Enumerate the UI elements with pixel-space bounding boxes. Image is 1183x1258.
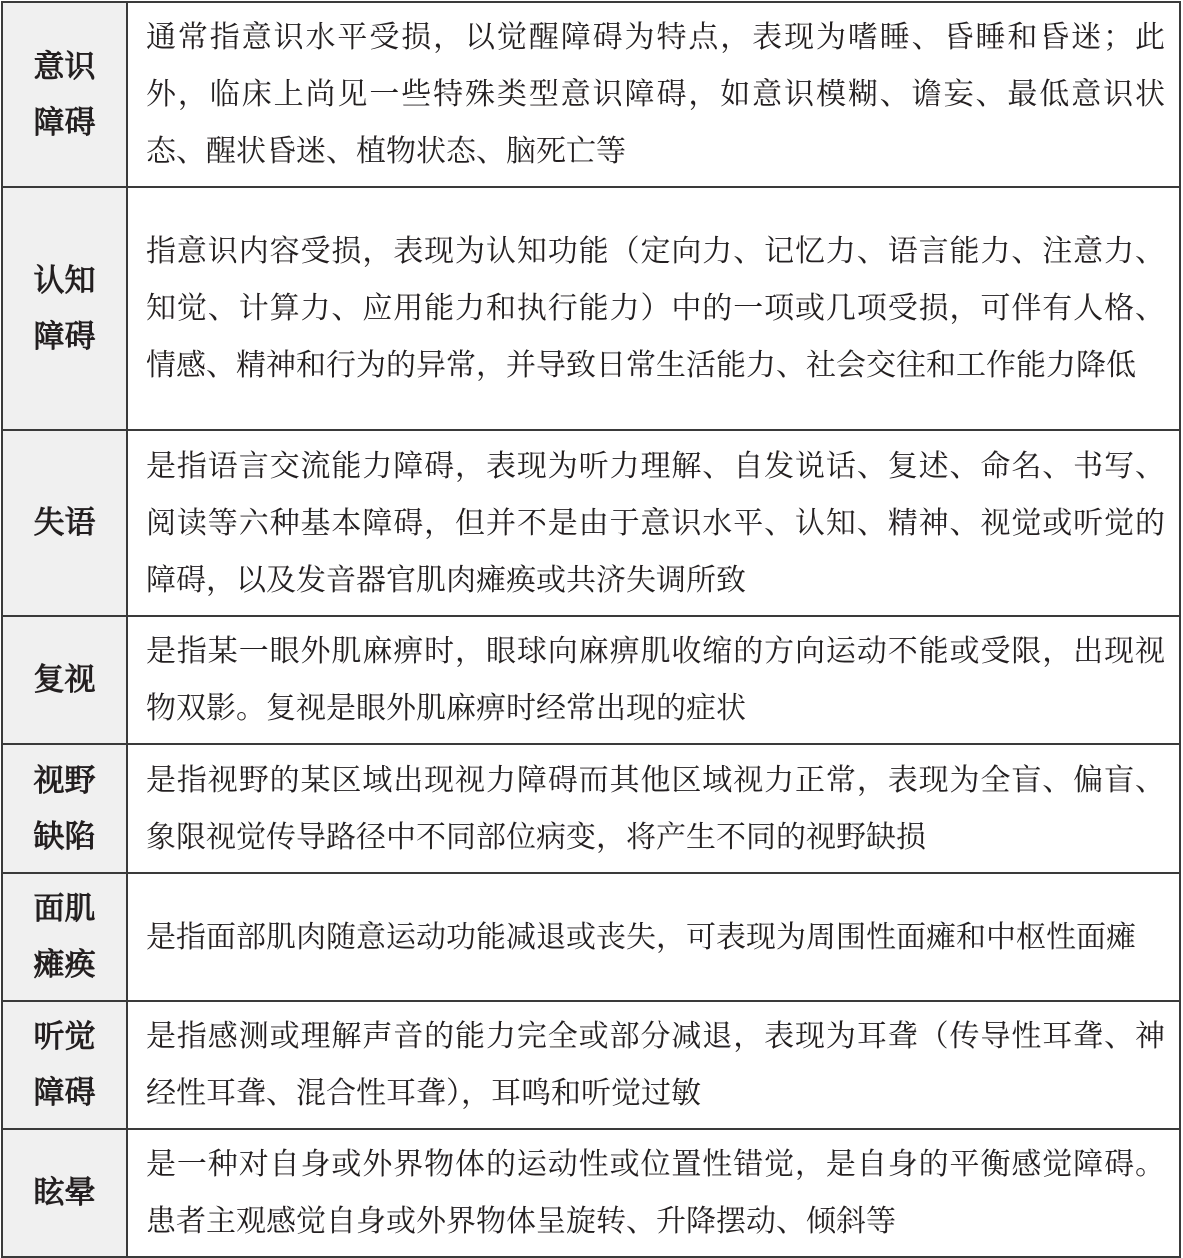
term-label: 听觉障碍 — [33, 1019, 96, 1111]
term-cell — [2, 744, 127, 873]
term-label: 复视 — [33, 662, 96, 698]
term-cell — [2, 2, 127, 187]
term-label: 眩晕 — [33, 1175, 96, 1211]
term-cell — [2, 430, 127, 616]
term-label: 认知障碍 — [33, 262, 96, 355]
table-row — [2, 873, 1180, 1001]
definition-cell: 是指感测或理解声音的能力完全或部分减退，表现为耳聋（传导性耳聋、神经性耳聋、混合性耳聋），耳鸣和听觉过敏 — [127, 1001, 1180, 1129]
term-label: 失语 — [33, 505, 96, 541]
table-row — [2, 187, 1180, 430]
table-row — [2, 2, 1180, 187]
term-cell — [2, 187, 127, 430]
definition-cell: 通常指意识水平受损，以觉醒障碍为特点，表现为嗜睡、昏睡和昏迷；此外，临床上尚见一些特殊类型意识障碍，如意识模糊、谵妄、最低意识状态、醒状昏迷、植物状态、脑死亡等 — [127, 2, 1180, 187]
definition-cell: 指意识内容受损，表现为认知功能（定向力、记忆力、语言能力、注意力、知觉、计算力、应用能力和执行能力）中的一项或几项受损，可伴有人格、情感、精神和行为的异常，并导致日常生活能力、社会交往和工作能力降低 — [127, 187, 1180, 430]
definition-cell: 是一种对自身或外界物体的运动性或位置性错觉，是自身的平衡感觉障碍。患者主观感觉自身或外界物体呈旋转、升降摆动、倾斜等 — [127, 1129, 1180, 1257]
definition-cell: 是指视野的某区域出现视力障碍而其他区域视力正常，表现为全盲、偏盲、象限视觉传导路径中不同部位病变，将产生不同的视野缺损 — [127, 744, 1180, 873]
term-cell — [2, 1129, 127, 1257]
definition-cell: 是指面部肌肉随意运动功能减退或丧失，可表现为周围性面瘫和中枢性面瘫 — [127, 873, 1180, 1001]
term-label: 视野缺陷 — [33, 762, 96, 855]
term-cell — [2, 1001, 127, 1129]
table-row — [2, 1001, 1180, 1129]
definition-cell: 是指某一眼外肌麻痹时，眼球向麻痹肌收缩的方向运动不能或受限，出现视物双影。复视是眼外肌麻痹时经常出现的症状 — [127, 616, 1180, 744]
table-row — [2, 1129, 1180, 1257]
term-label: 意识障碍 — [33, 48, 96, 141]
definition-cell: 是指语言交流能力障碍，表现为听力理解、自发说话、复述、命名、书写、阅读等六种基本障碍，但并不是由于意识水平、认知、精神、视觉或听觉的障碍，以及发音器官肌肉瘫痪或共济失调所致 — [127, 430, 1180, 616]
term-cell — [2, 873, 127, 1001]
table-row — [2, 744, 1180, 873]
table-row — [2, 616, 1180, 744]
term-label: 面肌瘫痪 — [33, 891, 96, 983]
table-row — [2, 430, 1180, 616]
term-cell — [2, 616, 127, 744]
symptom-definition-table — [1, 1, 1181, 1258]
